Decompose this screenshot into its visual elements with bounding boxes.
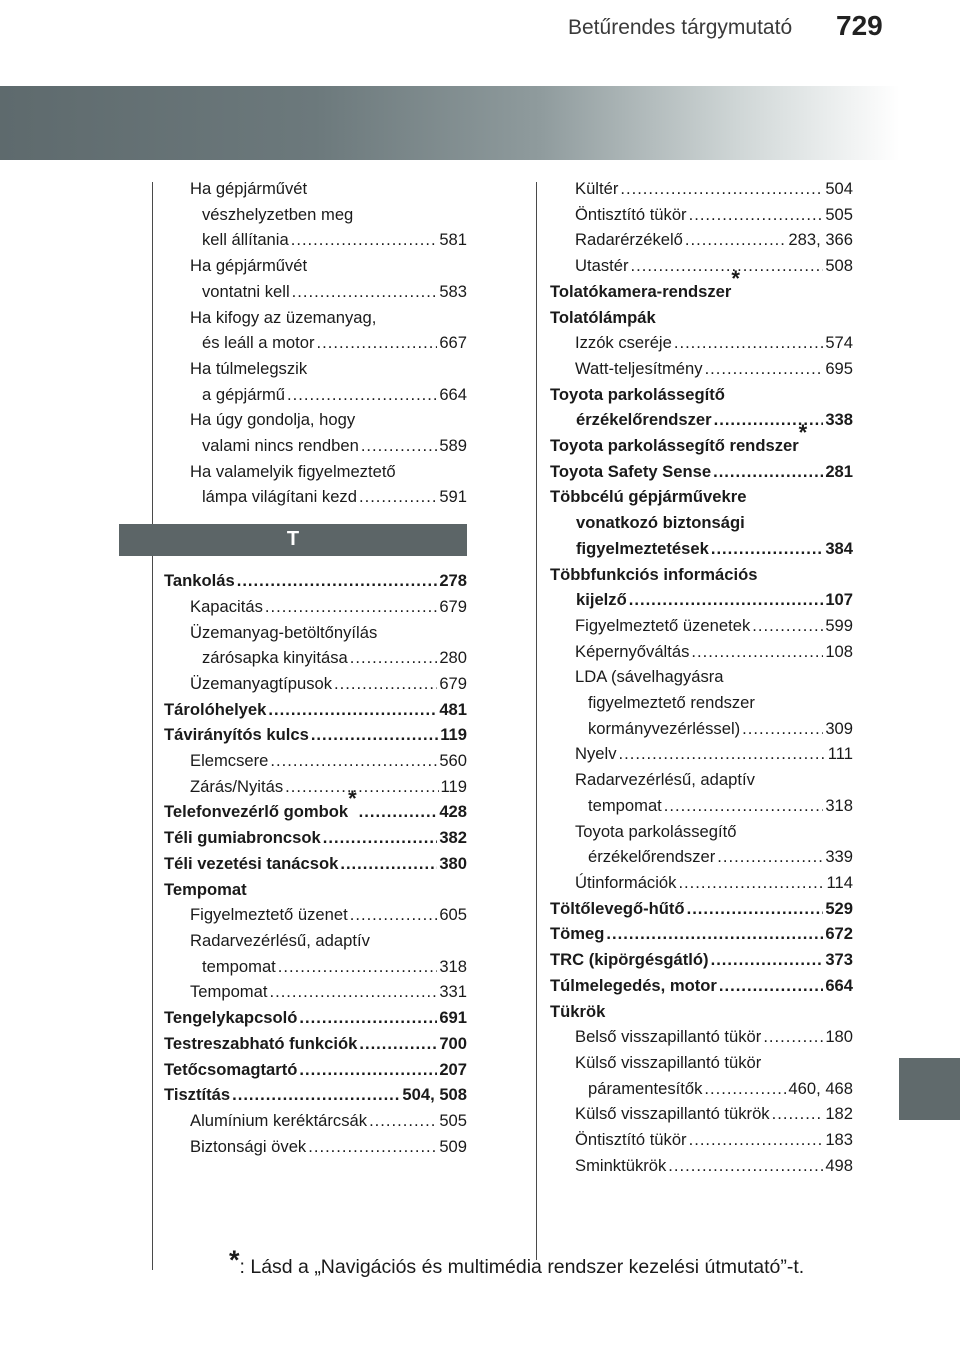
index-entry — [550, 664, 853, 690]
dot-leader — [359, 484, 437, 510]
index-entry — [550, 1024, 853, 1050]
dot-leader — [340, 851, 437, 877]
page-ref: 574 — [825, 333, 853, 353]
dot-leader — [291, 227, 438, 253]
index-entry — [550, 202, 853, 228]
entry-text: érzékelőrendszer — [588, 847, 716, 867]
page-ref: 278 — [439, 571, 467, 591]
index-entry — [164, 407, 467, 433]
entry-text: Toyota parkolássegítő rendszer — [550, 436, 799, 456]
entry-text: Watt-teljesítmény — [575, 358, 703, 378]
page-ref: 460, 468 — [788, 1078, 853, 1098]
dot-leader — [742, 716, 823, 742]
entry-text: Radarvezérlésű, adaptív — [190, 930, 370, 950]
page-ref: 331 — [439, 982, 467, 1002]
dot-leader — [606, 921, 823, 947]
section-letter-bar: T — [119, 524, 467, 556]
index-entry — [550, 1153, 853, 1179]
index-entry — [164, 459, 467, 485]
index-entry — [550, 330, 853, 356]
entry-text: figyelmeztetések — [576, 538, 709, 558]
dot-leader — [361, 433, 438, 459]
page-ref: 529 — [825, 898, 853, 918]
page-ref: 664 — [439, 384, 467, 404]
index-entry — [550, 870, 853, 896]
entry-text: Tempomat — [164, 879, 247, 899]
page-ref: 664 — [825, 975, 853, 995]
entry-text: Telefonvezérlő gombok — [164, 802, 349, 822]
page-header — [0, 0, 960, 86]
entry-text: Tolatókamera-rendszer — [550, 281, 732, 301]
index-entry — [550, 459, 853, 485]
dot-leader — [630, 253, 823, 279]
right-entries — [550, 176, 853, 1178]
index-entry — [550, 613, 853, 639]
entry-text: Töltőlevegő-hűtő — [550, 898, 685, 918]
page-ref: 338 — [825, 410, 853, 430]
dot-leader — [317, 330, 438, 356]
entry-text: Külső visszapillantó tükrök — [575, 1104, 770, 1124]
index-entry — [550, 1101, 853, 1127]
footnote-marker: * — [731, 265, 740, 291]
index-entry — [550, 716, 853, 742]
entry-text: vonatkozó biztonsági — [576, 513, 745, 533]
index-entry — [550, 921, 853, 947]
page-ref: 318 — [439, 956, 467, 976]
index-entry — [164, 253, 467, 279]
index-entry — [164, 227, 467, 253]
index-entry — [164, 382, 467, 408]
index-entry — [550, 1127, 853, 1153]
dot-leader — [269, 979, 437, 1005]
page-ref: 505 — [825, 204, 853, 224]
dot-leader — [713, 459, 823, 485]
dot-leader — [719, 973, 823, 999]
entry-text: Téli vezetési tanácsok — [164, 853, 339, 873]
entry-text: lámpa világítani kezd — [202, 487, 357, 507]
entry-text: Tempomat — [190, 982, 268, 1002]
page-ref: 382 — [439, 828, 467, 848]
page-ref: 672 — [825, 924, 853, 944]
page-ref: 599 — [825, 615, 853, 635]
index-entry — [164, 356, 467, 382]
dot-leader — [752, 613, 823, 639]
entry-text: Radarvezérlésű, adaptív — [575, 770, 755, 790]
index-entry — [164, 1031, 467, 1057]
index-entry — [164, 1057, 467, 1083]
page-ref: 111 — [827, 744, 853, 764]
index-entry — [550, 382, 853, 408]
dot-leader — [704, 1076, 786, 1102]
entry-text: Tömeg — [550, 924, 605, 944]
dot-leader — [691, 639, 823, 665]
index-entry — [550, 741, 853, 767]
page-ref: 589 — [439, 436, 467, 456]
page-ref: 182 — [825, 1104, 853, 1124]
page-ref: 667 — [439, 333, 467, 353]
entry-text: Alumínium keréktárcsák — [190, 1110, 368, 1130]
dot-leader — [711, 947, 824, 973]
entry-text: Többcélú gépjárművekre — [550, 487, 747, 507]
index-entry — [164, 176, 467, 202]
left-rule — [152, 182, 153, 1270]
entry-text: Toyota Safety Sense — [550, 461, 712, 481]
index-entry — [164, 774, 467, 800]
entry-text: Távirányítós kulcs — [164, 725, 309, 745]
dot-leader — [763, 1024, 823, 1050]
entry-text: Testreszabható funkciók — [164, 1033, 358, 1053]
entry-text: tempomat — [202, 956, 276, 976]
index-entry — [550, 253, 853, 279]
entry-text: Figyelmeztető üzenet — [190, 905, 348, 925]
index-entry — [164, 330, 467, 356]
footnote-star: * — [229, 1245, 240, 1275]
entry-text: Ha gépjárművét — [190, 179, 308, 198]
index-entry — [550, 587, 853, 613]
dot-leader — [620, 176, 823, 202]
entry-text: Zárás/Nyitás — [190, 776, 284, 796]
index-entry — [164, 877, 467, 903]
dot-leader — [772, 1101, 824, 1127]
entry-text: zárósapka kinyitása — [202, 648, 348, 668]
dot-leader — [334, 671, 437, 697]
entry-text: Tükrök — [550, 1001, 606, 1021]
index-entry — [550, 536, 853, 562]
index-entry — [550, 793, 853, 819]
dot-leader — [268, 697, 437, 723]
page-ref: 481 — [439, 699, 467, 719]
dot-leader — [674, 330, 823, 356]
entry-text: kijelző — [576, 590, 627, 610]
page-ref: 384 — [825, 538, 853, 558]
entry-text: Ha gépjárművét — [190, 256, 308, 276]
index-entry — [164, 202, 467, 228]
index-entry — [550, 947, 853, 973]
entry-text: Többfunkciós információs — [550, 564, 758, 584]
entry-text: Radarérzékelő — [575, 230, 683, 250]
entry-text: figyelmeztető rendszer — [588, 693, 755, 713]
index-entry — [550, 562, 853, 588]
footnote — [229, 1245, 805, 1279]
entry-text: Öntisztító tükör — [575, 204, 687, 224]
entry-text: Ha úgy gondolja, hogy — [190, 410, 356, 430]
page-ref: 508 — [825, 256, 853, 276]
entry-text: LDA (sávelhagyásra — [575, 667, 724, 687]
index-column-left — [164, 176, 467, 1159]
entry-text: Ha túlmelegszik — [190, 358, 308, 378]
index-entry — [164, 954, 467, 980]
index-entry — [164, 902, 467, 928]
entry-text: Képernyőváltás — [575, 641, 690, 661]
page-ref: 691 — [439, 1008, 467, 1028]
index-entry — [164, 279, 467, 305]
dot-leader — [292, 279, 438, 305]
dot-leader — [278, 954, 438, 980]
index-entry — [550, 176, 853, 202]
index-entry — [550, 510, 853, 536]
index-entry — [164, 851, 467, 877]
left-continued-entries — [164, 176, 467, 510]
entry-text: Kültér — [575, 179, 619, 198]
page-ref: 504, 508 — [402, 1085, 467, 1105]
entry-text: Üzemanyag-betöltőnyílás — [190, 622, 378, 642]
entry-text: Utastér — [575, 256, 629, 276]
page-ref: 183 — [825, 1130, 853, 1150]
page-ref: 700 — [439, 1033, 467, 1053]
page-ref: 380 — [439, 853, 467, 873]
index-entry — [550, 819, 853, 845]
entry-text: Nyelv — [575, 744, 617, 764]
entry-text: vontatni kell — [202, 281, 290, 301]
page-ref: 318 — [825, 795, 853, 815]
page-ref: 605 — [439, 905, 467, 925]
page-ref: 207 — [439, 1059, 467, 1079]
entry-text: Tankolás — [164, 571, 235, 591]
entry-text: tempomat — [588, 795, 662, 815]
entry-text: Elemcsere — [190, 751, 269, 771]
page-ref: 505 — [439, 1110, 467, 1130]
page-ref: 428 — [439, 802, 467, 822]
index-entry — [164, 697, 467, 723]
entry-text: Tetőcsomagtartó — [164, 1059, 298, 1079]
entry-text: Toyota parkolássegítő — [550, 384, 725, 404]
dot-leader — [265, 594, 437, 620]
page-ref: 679 — [439, 673, 467, 693]
index-entry — [164, 979, 467, 1005]
dot-leader — [689, 1127, 824, 1153]
entry-text: Üzemanyagtípusok — [190, 673, 333, 693]
entry-text: TRC (kipörgésgátló) — [550, 950, 709, 970]
index-column-right — [550, 176, 853, 1178]
dot-leader — [359, 799, 438, 825]
page-ref: 509 — [439, 1136, 467, 1156]
dot-leader — [308, 1134, 437, 1160]
page-ref: 107 — [825, 590, 853, 610]
entry-text: Téli gumiabroncsok — [164, 828, 321, 848]
dot-leader — [717, 844, 823, 870]
entry-text: valami nincs rendben — [202, 436, 359, 456]
index-entry — [550, 767, 853, 793]
header-banner — [0, 86, 900, 160]
index-entry — [550, 690, 853, 716]
index-entry — [164, 594, 467, 620]
dot-leader — [270, 748, 437, 774]
page-ref: 679 — [439, 596, 467, 616]
index-entry — [550, 227, 853, 253]
dot-leader — [359, 1031, 437, 1057]
entry-text: Biztonsági övek — [190, 1136, 307, 1156]
index-entry — [164, 568, 467, 594]
index-entry — [164, 484, 467, 510]
page-ref: 280 — [439, 648, 467, 668]
entry-text: Külső visszapillantó tükör — [575, 1052, 762, 1072]
page-ref: 309 — [825, 718, 853, 738]
entry-text: Tárolóhelyek — [164, 699, 267, 719]
entry-text: Ha valamelyik figyelmeztető — [190, 461, 396, 481]
entry-text: Útinformációk — [575, 872, 677, 892]
entry-text: Tisztítás — [164, 1085, 231, 1105]
entry-text: Tolatólámpák — [550, 307, 656, 327]
page-title: Betűrendes tárgymutató — [568, 16, 793, 39]
dot-leader — [299, 1005, 437, 1031]
page-ref: 498 — [825, 1155, 853, 1175]
index-entry — [550, 973, 853, 999]
index-entry — [164, 1108, 467, 1134]
entry-text: a gépjármű — [202, 384, 286, 404]
entry-text: Ha kifogy az üzemanyag, — [190, 307, 377, 327]
dot-leader — [323, 825, 438, 851]
entry-text: kormányvezérléssel) — [588, 718, 741, 738]
entry-text: kell állítania — [202, 230, 289, 250]
footnote-marker: * — [798, 420, 808, 446]
page-ref: 591 — [439, 487, 467, 507]
index-entry — [164, 928, 467, 954]
page-ref: 339 — [825, 847, 853, 867]
entry-text: Sminktükrök — [575, 1155, 667, 1175]
entry-text: Öntisztító tükör — [575, 1130, 687, 1150]
index-entry — [550, 1076, 853, 1102]
page-ref: 504 — [825, 179, 853, 198]
index-entry — [550, 896, 853, 922]
dot-leader — [287, 382, 437, 408]
dot-leader — [350, 902, 438, 928]
entry-text: vészhelyzetben meg — [202, 204, 354, 224]
page-ref: 581 — [439, 230, 467, 250]
page-ref: 180 — [825, 1027, 853, 1047]
index-entry — [164, 1082, 467, 1108]
footnote-text: : Lásd a „Navigációs és multimédia rendszer kezelési útmutató”-t. — [239, 1256, 805, 1278]
dot-leader — [369, 1108, 437, 1134]
dot-leader — [687, 896, 824, 922]
index-entry — [164, 645, 467, 671]
dot-leader — [705, 356, 824, 382]
index-entry — [550, 639, 853, 665]
entry-text: Belső visszapillantó tükör — [575, 1027, 762, 1047]
page-ref: 695 — [825, 358, 853, 378]
dot-leader — [232, 1082, 400, 1108]
dot-leader — [619, 741, 826, 767]
dot-leader — [668, 1153, 823, 1179]
index-entry — [164, 671, 467, 697]
center-rule — [536, 182, 537, 1260]
entry-text: páramentesítők — [588, 1078, 703, 1098]
entry-text: érzékelőrendszer — [576, 410, 712, 430]
dot-leader — [678, 870, 824, 896]
page-ref: 114 — [826, 872, 853, 892]
index-entry — [164, 748, 467, 774]
page-ref: 283, 366 — [788, 230, 853, 250]
index-thumb-tab — [899, 1058, 960, 1120]
index-entry — [550, 999, 853, 1025]
index-entry — [550, 484, 853, 510]
index-entry — [164, 1134, 467, 1160]
dot-leader — [299, 1057, 437, 1083]
entry-text: Toyota parkolássegítő — [575, 821, 737, 841]
dot-leader — [629, 587, 824, 613]
dot-leader — [664, 793, 824, 819]
left-t-entries — [164, 568, 467, 1159]
entry-text: és leáll a motor — [202, 333, 315, 353]
index-entry — [164, 433, 467, 459]
index-entry — [550, 844, 853, 870]
index-entry — [164, 620, 467, 646]
index-entry — [164, 305, 467, 331]
entry-text: Túlmelegedés, motor — [550, 975, 717, 995]
index-entry — [164, 1005, 467, 1031]
index-entry — [550, 1050, 853, 1076]
entry-text: Kapacitás — [190, 596, 263, 616]
page-ref: 119 — [440, 776, 467, 796]
dot-leader — [311, 722, 438, 748]
dot-leader — [689, 202, 824, 228]
index-entry — [164, 722, 467, 748]
page-ref: 583 — [439, 281, 467, 301]
index-entry — [550, 356, 853, 382]
index-entry — [164, 825, 467, 851]
page-ref: 119 — [440, 725, 467, 745]
footnote-marker: * — [348, 786, 357, 812]
dot-leader — [685, 227, 786, 253]
dot-leader — [711, 536, 823, 562]
index-entry — [550, 305, 853, 331]
page-ref: 560 — [439, 751, 467, 771]
page-number: 729 — [836, 10, 883, 41]
page-ref: 373 — [825, 950, 853, 970]
page-ref: 108 — [825, 641, 853, 661]
entry-text: Izzók cseréje — [575, 333, 672, 353]
entry-text: Figyelmeztető üzenetek — [575, 615, 751, 635]
dot-leader — [285, 774, 438, 800]
dot-leader — [350, 645, 438, 671]
page-ref: 281 — [825, 461, 853, 481]
index-entry — [550, 407, 853, 433]
entry-text: Tengelykapcsoló — [164, 1008, 298, 1028]
dot-leader — [237, 568, 438, 594]
